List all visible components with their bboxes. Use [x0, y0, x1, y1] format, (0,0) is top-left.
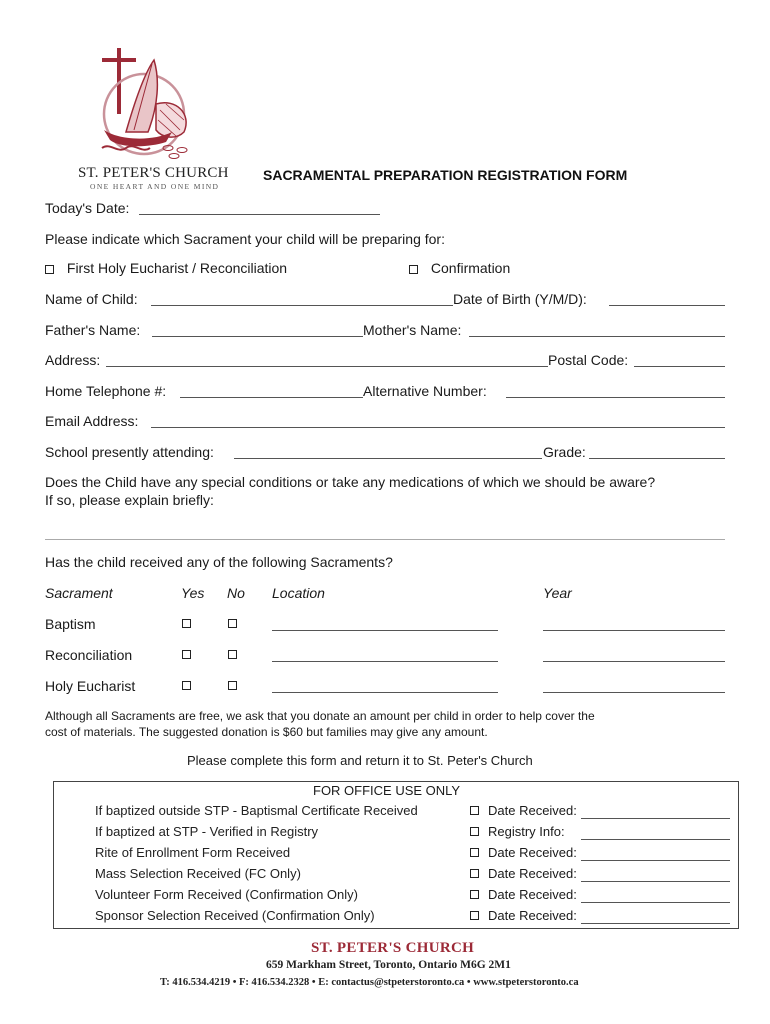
- eucharist-yes-checkbox[interactable]: [182, 681, 191, 690]
- reconciliation-year-input[interactable]: [543, 661, 725, 662]
- postal-code-label: Postal Code:: [548, 352, 629, 368]
- dob-input[interactable]: [609, 305, 725, 306]
- office-row-field-label: Date Received:: [488, 887, 577, 902]
- form-title: SACRAMENTAL PREPARATION REGISTRATION FORM: [263, 167, 628, 183]
- sacrament-row-reconciliation: Reconciliation: [45, 647, 133, 663]
- eucharist-checkbox[interactable]: [45, 265, 54, 274]
- sacrament-row-baptism: Baptism: [45, 616, 96, 632]
- office-row-label: If baptized at STP - Verified in Registry: [95, 824, 319, 839]
- conditions-explain: If so, please explain briefly:: [45, 492, 214, 508]
- sacrament-row-eucharist: Holy Eucharist: [45, 678, 136, 694]
- todays-date-input[interactable]: [139, 214, 380, 215]
- office-row-label: Mass Selection Received (FC Only): [95, 866, 301, 881]
- office-row-checkbox[interactable]: [470, 806, 479, 815]
- baptism-year-input[interactable]: [543, 630, 725, 631]
- church-tagline: ONE HEART AND ONE MIND: [90, 182, 220, 191]
- sacrament-prompt: Please indicate which Sacrament your child will be preparing for:: [45, 231, 445, 247]
- footer-address: 659 Markham Street, Toronto, Ontario M6G 2M1: [266, 959, 511, 971]
- church-name: ST. PETER'S CHURCH: [78, 165, 229, 181]
- header-sacrament: Sacrament: [45, 585, 113, 601]
- header-location: Location: [272, 585, 325, 601]
- name-of-child-input[interactable]: [151, 305, 453, 306]
- eucharist-no-checkbox[interactable]: [228, 681, 237, 690]
- confirmation-label: Confirmation: [430, 260, 511, 276]
- postal-code-input[interactable]: [634, 366, 725, 367]
- home-telephone-input[interactable]: [180, 397, 363, 398]
- office-row-checkbox[interactable]: [470, 911, 479, 920]
- address-label: Address:: [45, 352, 101, 368]
- church-logo: [96, 44, 196, 162]
- office-row-field-label: Date Received:: [488, 803, 577, 818]
- email-input[interactable]: [151, 427, 725, 428]
- header-year: Year: [543, 585, 572, 601]
- option-eucharist[interactable]: [45, 260, 287, 276]
- reconciliation-no-checkbox[interactable]: [228, 650, 237, 659]
- address-input[interactable]: [106, 366, 548, 367]
- office-row-field-label: Registry Info:: [488, 824, 565, 839]
- confirmation-checkbox[interactable]: [409, 265, 418, 274]
- office-row-field-label: Date Received:: [488, 908, 577, 923]
- baptism-no-checkbox[interactable]: [228, 619, 237, 628]
- donation-text-1: Although all Sacraments are free, we ask that you donate an amount per child in order to help cover the: [45, 709, 595, 723]
- footer-contact: T: 416.534.4219 • F: 416.534.2328 • E: contactus@stpeterstoronto.ca • www.stpeterstoronto.ca: [160, 977, 579, 988]
- name-of-child-label: Name of Child:: [45, 291, 138, 307]
- reconciliation-location-input[interactable]: [272, 661, 498, 662]
- fathers-name-label: Father's Name:: [45, 322, 141, 338]
- office-row-checkbox[interactable]: [470, 827, 479, 836]
- dob-label: Date of Birth (Y/M/D):: [453, 291, 587, 307]
- office-row-checkbox[interactable]: [470, 869, 479, 878]
- office-row-input[interactable]: [581, 902, 730, 903]
- office-row-input[interactable]: [581, 881, 730, 882]
- office-row-input[interactable]: [581, 860, 730, 861]
- home-telephone-label: Home Telephone #:: [45, 383, 167, 399]
- office-row-label: Sponsor Selection Received (Confirmation Only): [95, 908, 375, 923]
- eucharist-year-input[interactable]: [543, 692, 725, 693]
- office-row-field-label: Date Received:: [488, 845, 577, 860]
- office-use-title: FOR OFFICE USE ONLY: [313, 783, 461, 798]
- office-row-field-label: Date Received:: [488, 866, 577, 881]
- office-row-label: If baptized outside STP - Baptismal Certificate Received: [95, 803, 418, 818]
- reconciliation-yes-checkbox[interactable]: [182, 650, 191, 659]
- alternative-number-input[interactable]: [506, 397, 725, 398]
- office-row-input[interactable]: [581, 923, 730, 924]
- mothers-name-input[interactable]: [469, 336, 725, 337]
- grade-label: Grade:: [543, 444, 586, 460]
- baptism-location-input[interactable]: [272, 630, 498, 631]
- eucharist-location-input[interactable]: [272, 692, 498, 693]
- return-note: Please complete this form and return it to St. Peter's Church: [187, 753, 533, 768]
- fathers-name-input[interactable]: [152, 336, 363, 337]
- office-row-label: Rite of Enrollment Form Received: [95, 845, 291, 860]
- todays-date-label: Today's Date:: [45, 200, 130, 216]
- baptism-yes-checkbox[interactable]: [182, 619, 191, 628]
- office-row-input[interactable]: [581, 818, 730, 819]
- mothers-name-label: Mother's Name:: [363, 322, 462, 338]
- sacraments-question: Has the child received any of the following Sacraments?: [45, 554, 393, 570]
- conditions-input[interactable]: [45, 539, 725, 540]
- school-label: School presently attending:: [45, 444, 214, 460]
- alternative-number-label: Alternative Number:: [363, 383, 487, 399]
- grade-input[interactable]: [589, 458, 725, 459]
- donation-text-2: cost of materials. The suggested donation is $60 but families may give any amount.: [45, 725, 488, 739]
- option-confirmation[interactable]: [409, 260, 510, 276]
- header-yes: Yes: [181, 585, 205, 601]
- footer-church-name: ST. PETER'S CHURCH: [311, 940, 475, 956]
- header-no: No: [227, 585, 245, 601]
- office-row-checkbox[interactable]: [470, 848, 479, 857]
- office-row-label: Volunteer Form Received (Confirmation Only): [95, 887, 358, 902]
- email-label: Email Address:: [45, 413, 139, 429]
- eucharist-label: First Holy Eucharist / Reconciliation: [66, 260, 288, 276]
- office-row-input[interactable]: [581, 839, 730, 840]
- school-input[interactable]: [234, 458, 542, 459]
- office-row-checkbox[interactable]: [470, 890, 479, 899]
- conditions-question: Does the Child have any special conditions or take any medications of which we should be aware?: [45, 474, 656, 490]
